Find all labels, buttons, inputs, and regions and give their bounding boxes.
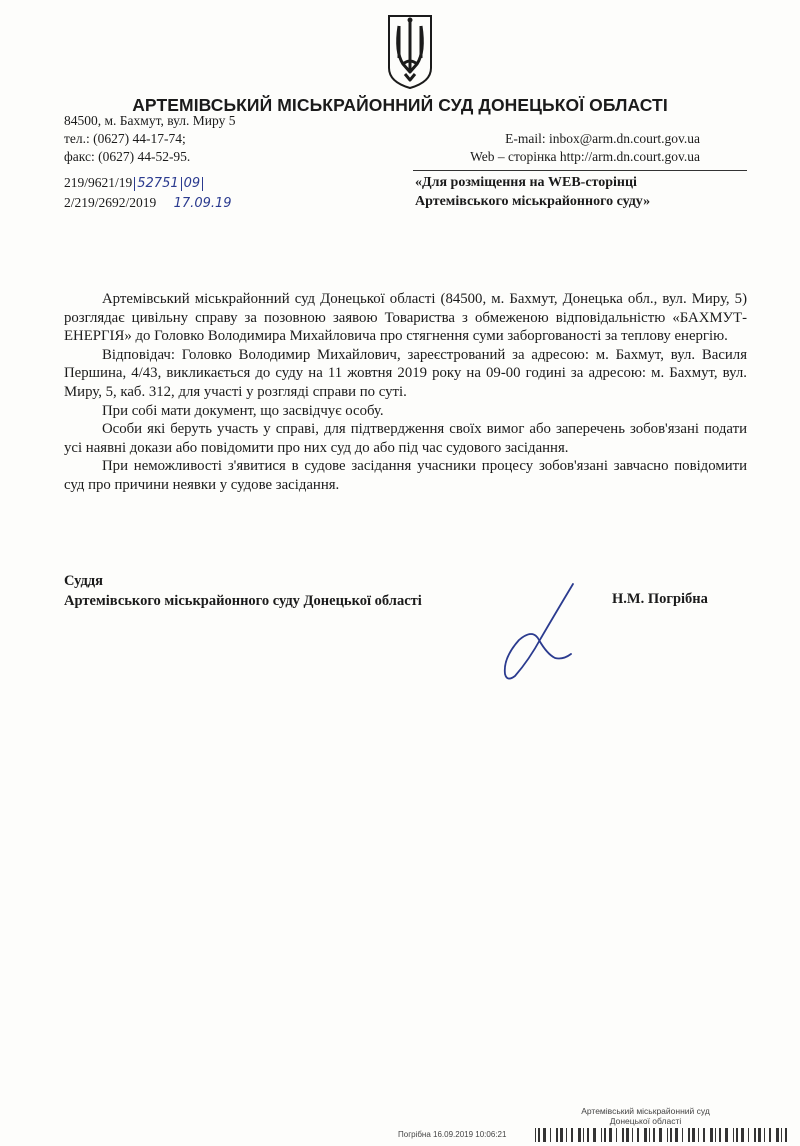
barcode-bar: [571, 1128, 573, 1142]
barcode-bar: [604, 1128, 606, 1142]
barcode-bar: [601, 1128, 602, 1142]
handwritten-signature: [495, 578, 595, 683]
coat-of-arms-icon: [385, 12, 435, 90]
barcode-bar: [703, 1128, 705, 1142]
court-fax: факс: (0627) 44-52-95.: [64, 149, 191, 164]
paragraph-case: Артемівський міськрайонний суд Донецької області (84500, м. Бахмут, Донецька обл., вул. Миру, 5) розглядає цивільну справу за позовною заявою Товариства з обмеженою відповідальністю «БАХМУТ-ЕНЕРГІЯ» до Головко Володимира Михайловича про стягнення суми заборгованості за теплову енергію.: [64, 291, 747, 345]
barcode-bar: [653, 1128, 655, 1142]
barcode-bar: [688, 1128, 690, 1142]
proceeding-number-row: [64, 193, 232, 213]
barcode-bar: [637, 1128, 639, 1142]
barcode-bar: [649, 1128, 650, 1142]
barcode-bar: [748, 1128, 749, 1142]
barcode-bar: [535, 1128, 536, 1142]
barcode-bar: [644, 1128, 647, 1142]
barcode-bar: [682, 1128, 683, 1142]
case-number: 219/9621/19: [64, 175, 133, 190]
barcode-bar: [781, 1128, 782, 1142]
summons-body: [64, 290, 747, 495]
handwritten-month: 09: [183, 176, 201, 191]
footer-e-signature: Погрібна 16.09.2019 10:06:21: [398, 1130, 507, 1139]
paragraph-defendant: Відповідач: Головко Володимир Михайлович, зареєстрований за адресою: м. Бахмут, вул. Василя Першина, 4/43, викликається до суду на 11 жовтня 2019 року на 09-00 годині за адресою: м. Бахмут, вул. Миру, 5, каб. 312, для участі у розгляді справи по суті.: [64, 346, 747, 400]
court-title: АРТЕМІВСЬКИЙ МІСЬКРАЙОННИЙ СУД ДОНЕЦЬКОЇ ОБЛАСТІ: [132, 95, 668, 115]
web-note-line-1: «Для розміщення на WEB-сторінці: [415, 175, 637, 190]
barcode-bar: [587, 1128, 589, 1142]
barcode-bar: [741, 1128, 744, 1142]
proceeding-number: 2/219/2692/2019: [64, 195, 157, 210]
barcode-bar: [675, 1128, 678, 1142]
handwritten-outgoing-number: 52751: [137, 176, 179, 191]
footer-court-stamp: [578, 1106, 713, 1126]
web-note-line-2: Артемівського міськрайонного суду»: [415, 194, 651, 209]
barcode-bar: [556, 1128, 558, 1142]
barcode-bar: [670, 1128, 672, 1142]
barcode-bar: [764, 1128, 765, 1142]
barcode-bar: [583, 1128, 584, 1142]
barcode-bar: [593, 1128, 596, 1142]
barcode-bar: [715, 1128, 716, 1142]
footer-court-line-1: Артемівський міськрайонний суд: [581, 1106, 710, 1116]
case-number-row: [64, 173, 232, 193]
barcode-bar: [578, 1128, 581, 1142]
paragraph-id-document: При собі мати документ, що засвідчує особу.: [102, 402, 384, 419]
court-address: 84500, м. Бахмут, вул. Миру 5: [64, 113, 236, 128]
barcode-bar: [736, 1128, 738, 1142]
judge-role: Суддя: [64, 573, 103, 589]
paragraph-evidence: Особи які беруть участь у справі, для підтвердження своїх вимог або заперечень зобов'язані подати усі наявні докази або повідомити про них суд до або під час судового засідання.: [64, 421, 747, 456]
registration-numbers: [64, 173, 232, 213]
barcode-bar: [733, 1128, 734, 1142]
court-contacts: [64, 112, 235, 166]
court-website[interactable]: Web – сторінка http://arm.dn.court.gov.ua: [470, 149, 700, 164]
barcode: [535, 1128, 793, 1142]
paragraph-absence: При неможливості з'явитися в судове засідання учасники процесу зобов'язані завчасно повідомити суд про причини неявки у судове засідання.: [64, 458, 747, 493]
judge-court: Артемівського міськрайонного суду Донецької області: [64, 593, 422, 609]
barcode-bar: [622, 1128, 624, 1142]
barcode-bar: [538, 1128, 540, 1142]
barcode-bar: [725, 1128, 728, 1142]
barcode-bar: [609, 1128, 612, 1142]
barcode-bar: [692, 1128, 695, 1142]
barcode-bar: [543, 1128, 546, 1142]
barcode-bar: [776, 1128, 779, 1142]
barcode-bar: [710, 1128, 713, 1142]
web-publication-note: [415, 173, 650, 211]
barcode-bar: [626, 1128, 629, 1142]
handwritten-date: 17.09.19: [173, 196, 232, 211]
footer-court-line-2: Донецької області: [609, 1116, 682, 1126]
barcode-bar: [616, 1128, 617, 1142]
barcode-bar: [560, 1128, 563, 1142]
court-email[interactable]: E-mail: inbox@arm.dn.court.gov.ua: [505, 131, 700, 146]
barcode-bar: [719, 1128, 721, 1142]
barcode-bar: [566, 1128, 567, 1142]
barcode-bar: [632, 1128, 633, 1142]
barcode-bar: [550, 1128, 551, 1142]
barcode-bar: [667, 1128, 668, 1142]
barcode-bar: [659, 1128, 662, 1142]
judge-name: Н.М. Погрібна: [612, 591, 708, 607]
court-online-contacts: [470, 130, 700, 166]
court-phone: тел.: (0627) 44-17-74;: [64, 131, 186, 146]
signature-block: [64, 571, 422, 611]
barcode-bar: [785, 1128, 787, 1142]
header-divider: [413, 170, 747, 171]
barcode-bar: [758, 1128, 761, 1142]
barcode-bar: [769, 1128, 771, 1142]
barcode-bar: [698, 1128, 699, 1142]
barcode-bar: [754, 1128, 756, 1142]
